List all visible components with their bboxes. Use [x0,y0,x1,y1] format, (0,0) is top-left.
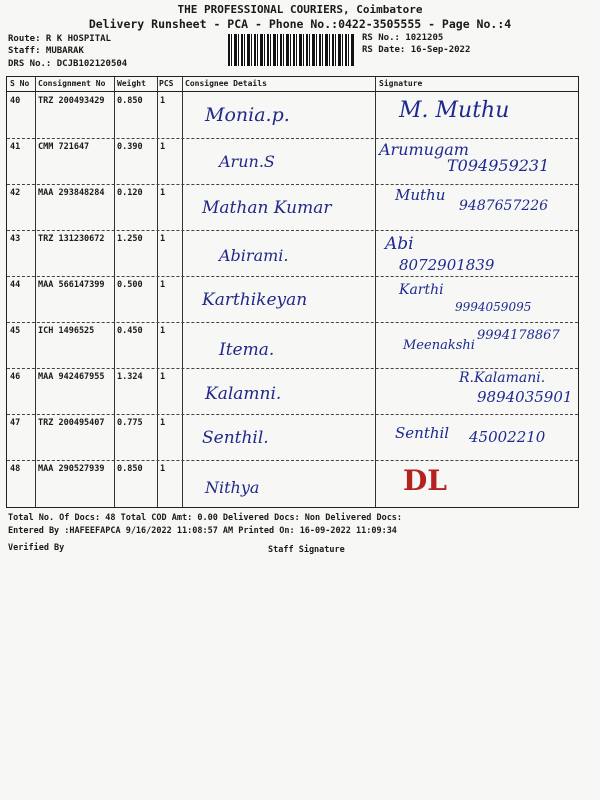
cell-consignment: MAA 566147399 [38,280,105,290]
consignee-handwriting: Arun.S [219,152,275,171]
consignee-handwriting: Monia.p. [205,104,290,126]
col-weight: Weight [117,79,146,88]
cell-pcs: 1 [160,96,166,106]
cell-sno: 40 [10,96,21,106]
signature-handwriting: DL [403,464,447,497]
cell-weight: 0.390 [117,142,143,152]
phone-handwriting: T094959231 [447,156,550,175]
cell-sno: 44 [10,280,21,290]
cell-sno: 48 [10,464,21,474]
table-row [7,322,578,369]
cell-weight: 0.450 [117,326,143,336]
cell-sno: 45 [10,326,21,336]
totals-line: Total No. Of Docs: 48 Total COD Amt: 0.00 Delivered Docs: Non Delivered Docs: [8,513,403,523]
cell-consignment: CMM 721647 [38,142,90,152]
consignee-handwriting: Abirami. [219,246,289,265]
drs-label: DRS No.: DCJB102120504 [8,59,128,69]
delivery-table [6,76,579,508]
signature-handwriting: Muthu [395,186,446,204]
barcode-image [228,34,354,66]
cell-consignment: ICH 1496525 [38,326,95,336]
route-label: Route: R K HOSPITAL [8,34,111,44]
cell-pcs: 1 [160,188,166,198]
cell-consignment: TRZ 200495407 [38,418,105,428]
consignee-handwriting: Mathan Kumar [202,198,332,218]
cell-weight: 1.324 [117,372,143,382]
signature-handwriting: Meenakshi [403,338,475,353]
cell-consignment: TRZ 131230672 [38,234,105,244]
consignee-handwriting: Karthikeyan [202,290,308,310]
table-header [7,77,578,92]
phone-handwriting: 9487657226 [459,198,549,214]
col-consignee: Consignee Details [185,79,267,88]
table-row [7,460,578,506]
cell-consignment: TRZ 200493429 [38,96,105,106]
consignee-handwriting: Nithya [205,478,260,497]
consignee-handwriting: Senthil. [202,428,269,448]
consignee-handwriting: Itema. [219,340,275,360]
phone-handwriting: 9994178867 [477,328,560,343]
cell-pcs: 1 [160,372,166,382]
table-row [7,92,578,139]
col-signature: Signature [379,79,423,88]
table-row [7,138,578,185]
company-title: THE PROFESSIONAL COURIERS, Coimbatore [177,3,423,16]
table-row [7,230,578,277]
signature-handwriting: Abi [385,234,414,254]
staff-signature-label: Staff Signature [268,545,345,555]
table-row [7,368,578,415]
cell-pcs: 1 [160,418,166,428]
cell-pcs: 1 [160,464,166,474]
cell-pcs: 1 [160,142,166,152]
col-pcs: PCS [159,79,174,88]
cell-consignment: MAA 293848284 [38,188,105,198]
signature-handwriting: R.Kalamani. [459,370,546,386]
cell-sno: 42 [10,188,21,198]
cell-weight: 0.120 [117,188,143,198]
cell-sno: 41 [10,142,21,152]
cell-weight: 1.250 [117,234,143,244]
cell-consignment: MAA 942467955 [38,372,105,382]
cell-weight: 0.775 [117,418,143,428]
cell-sno: 46 [10,372,21,382]
col-sno: S No [10,79,30,88]
phone-handwriting: 9994059095 [455,300,532,314]
cell-sno: 43 [10,234,21,244]
phone-handwriting: 45002210 [469,428,546,446]
signature-handwriting: M. Muthu [399,98,510,123]
table-row [7,184,578,231]
cell-weight: 0.850 [117,96,143,106]
cell-sno: 47 [10,418,21,428]
cell-weight: 0.500 [117,280,143,290]
cell-weight: 0.850 [117,464,143,474]
consignee-handwriting: Kalamni. [205,384,282,404]
table-row [7,414,578,461]
rs-date: RS Date: 16-Sep-2022 [362,45,471,55]
staff-label: Staff: MUBARAK [8,46,84,56]
phone-handwriting: 8072901839 [399,256,495,274]
cell-pcs: 1 [160,280,166,290]
entered-line: Entered By :HAFEEFAPCA 9/16/2022 11:08:57 AM Printed On: 16-09-2022 11:09:34 [8,526,397,536]
signature-handwriting: Senthil [395,424,450,442]
col-consignment: Consignment No [38,79,106,88]
cell-consignment: MAA 290527939 [38,464,105,474]
verified-by: Verified By [8,543,65,553]
cell-pcs: 1 [160,234,166,244]
table-row [7,276,578,323]
signature-handwriting: Karthi [399,282,444,298]
rs-number: RS No.: 1021205 [362,33,444,43]
runsheet-title: Delivery Runsheet - PCA - Phone No.:0422-3505555 - Page No.:4 [88,17,512,31]
phone-handwriting: 9894035901 [477,388,573,406]
cell-pcs: 1 [160,326,166,336]
signature-handwriting: Arumugam [379,140,469,159]
